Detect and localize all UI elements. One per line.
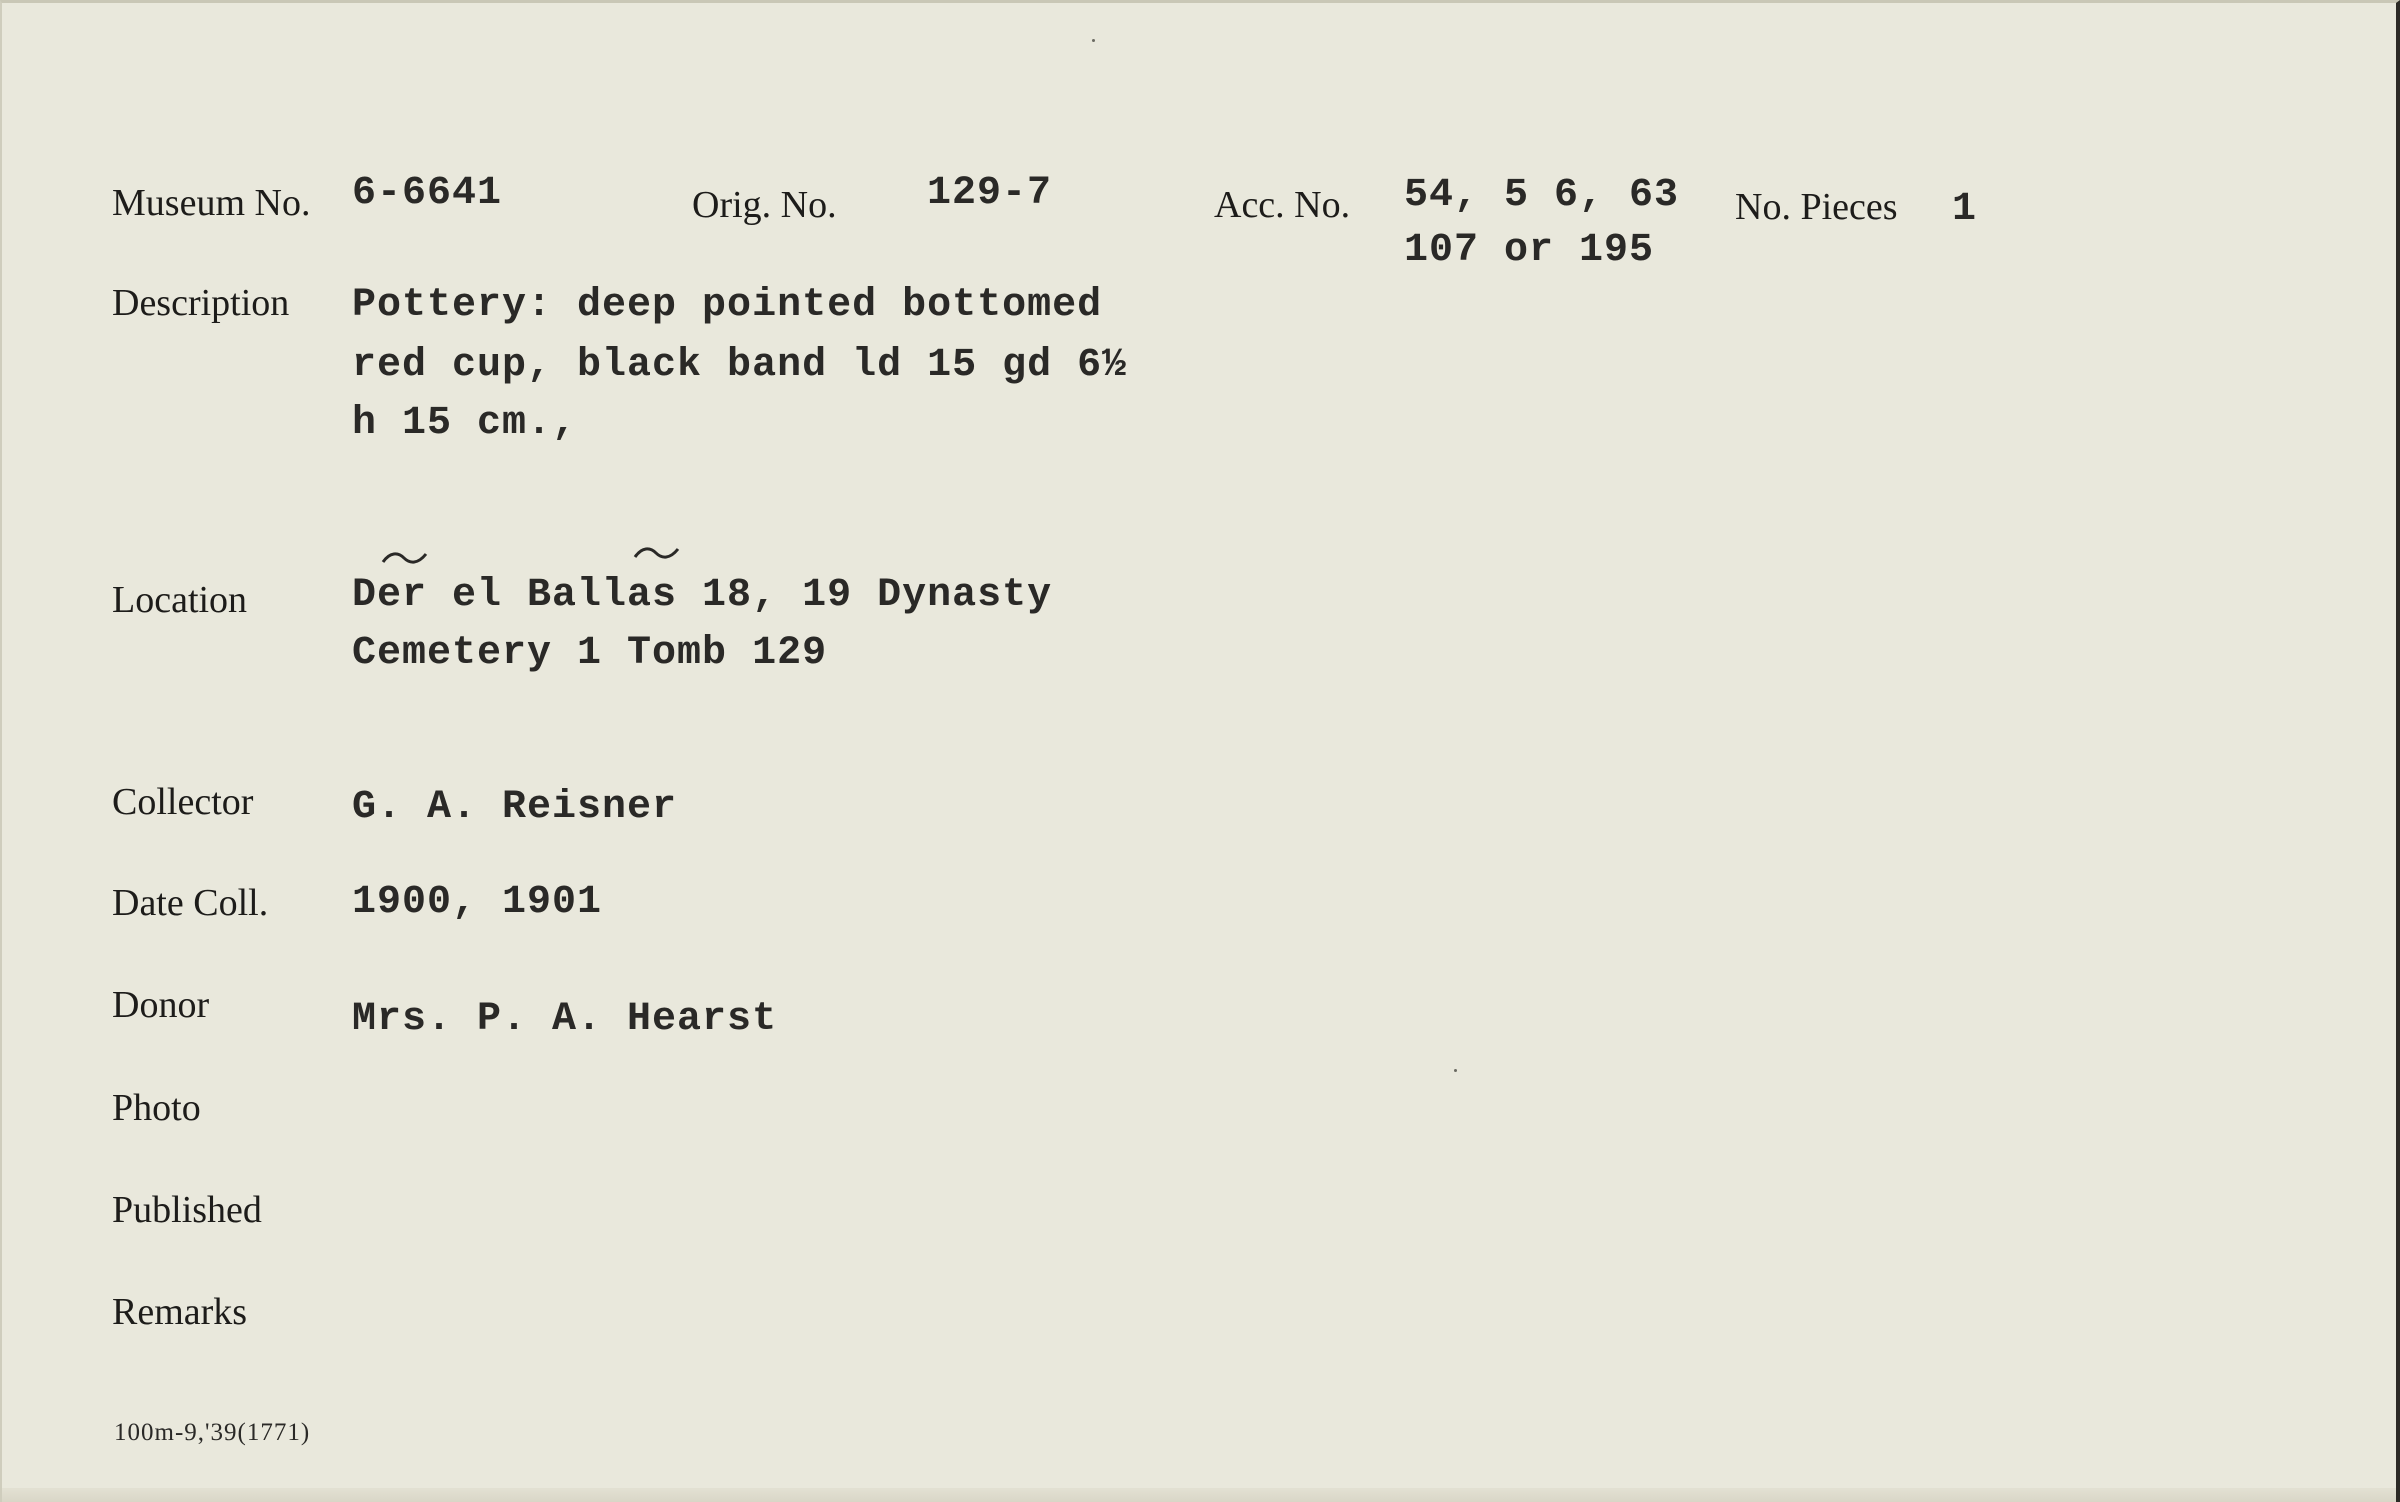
no-pieces-value: 1 bbox=[1952, 187, 1978, 232]
orig-no-value: 129-7 bbox=[927, 171, 1053, 216]
collector-label: Collector bbox=[112, 781, 254, 823]
paper-speck bbox=[1092, 39, 1095, 42]
description-line-1: Pottery: deep pointed bottomed bbox=[352, 283, 1103, 328]
donor-value: Mrs. P. A. Hearst bbox=[352, 997, 778, 1042]
published-label: Published bbox=[112, 1189, 262, 1231]
museum-no-label: Museum No. bbox=[112, 182, 311, 224]
location-line-1: Der el Ballas 18, 19 Dynasty bbox=[352, 573, 1053, 618]
card-bottom-edge bbox=[2, 1488, 2396, 1502]
print-code: 100m-9,'39(1771) bbox=[114, 1419, 311, 1446]
acc-no-label: Acc. No. bbox=[1214, 184, 1351, 226]
location-label: Location bbox=[112, 579, 248, 621]
acc-no-value-line1: 54, 5 6, 63 bbox=[1404, 173, 1680, 218]
donor-label: Donor bbox=[112, 984, 210, 1026]
acc-no-value-line2: 107 or 195 bbox=[1404, 228, 1655, 273]
date-coll-value: 1900, 1901 bbox=[352, 880, 603, 925]
collector-value: G. A. Reisner bbox=[352, 785, 678, 830]
paper-speck bbox=[1454, 1069, 1457, 1072]
location-line-2: Cemetery 1 Tomb 129 bbox=[352, 631, 828, 676]
museum-no-value: 6-6641 bbox=[352, 171, 503, 216]
description-line-3: h 15 cm., bbox=[352, 401, 578, 446]
description-label: Description bbox=[112, 282, 290, 324]
tilde-mark-icon bbox=[632, 543, 682, 563]
tilde-mark-icon bbox=[380, 548, 430, 568]
photo-label: Photo bbox=[112, 1087, 201, 1129]
description-line-2: red cup, black band ld 15 gd 6½ bbox=[352, 343, 1128, 388]
remarks-label: Remarks bbox=[112, 1291, 248, 1333]
orig-no-label: Orig. No. bbox=[692, 184, 837, 226]
no-pieces-label: No. Pieces bbox=[1735, 186, 1898, 228]
date-coll-label: Date Coll. bbox=[112, 882, 269, 924]
